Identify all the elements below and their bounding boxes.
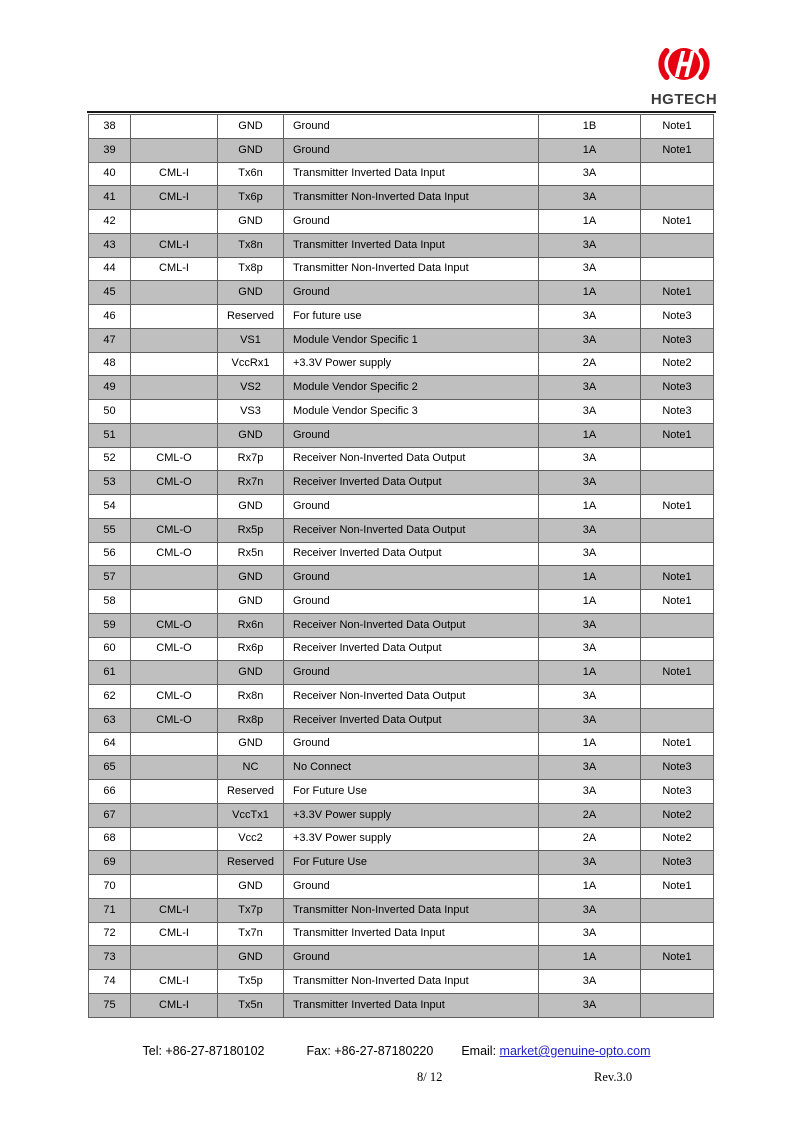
email-label: Email:: [461, 1044, 500, 1058]
cell-symbol: GND: [218, 566, 284, 590]
cell-note: Note1: [641, 115, 714, 139]
cell-pin: 41: [89, 186, 131, 210]
cell-plane: 1A: [539, 566, 641, 590]
table-row: [89, 518, 714, 542]
cell-description: +3.3V Power supply: [284, 803, 539, 827]
email-link[interactable]: market@genuine-opto.com: [499, 1044, 651, 1058]
cell-note: Note3: [641, 756, 714, 780]
cell-symbol: VS1: [218, 328, 284, 352]
cell-symbol: GND: [218, 495, 284, 519]
table-row: [89, 946, 714, 970]
cell-pin: 66: [89, 780, 131, 804]
cell-logic: CML-O: [131, 542, 218, 566]
cell-plane: 3A: [539, 780, 641, 804]
table-row: [89, 400, 714, 424]
cell-pin: 39: [89, 138, 131, 162]
cell-note: Note3: [641, 328, 714, 352]
cell-note: Note2: [641, 352, 714, 376]
cell-symbol: GND: [218, 115, 284, 139]
cell-pin: 67: [89, 803, 131, 827]
cell-plane: 3A: [539, 518, 641, 542]
cell-logic: [131, 875, 218, 899]
pin-table-body: [89, 115, 714, 1018]
cell-description: Receiver Inverted Data Output: [284, 637, 539, 661]
cell-pin: 55: [89, 518, 131, 542]
cell-pin: 56: [89, 542, 131, 566]
cell-plane: 1A: [539, 946, 641, 970]
cell-symbol: Rx6n: [218, 613, 284, 637]
cell-pin: 59: [89, 613, 131, 637]
cell-description: Ground: [284, 590, 539, 614]
cell-symbol: Vcc2: [218, 827, 284, 851]
cell-pin: 68: [89, 827, 131, 851]
cell-description: Ground: [284, 115, 539, 139]
cell-symbol: Tx6p: [218, 186, 284, 210]
cell-symbol: VS2: [218, 376, 284, 400]
cell-pin: 72: [89, 922, 131, 946]
table-row: [89, 922, 714, 946]
cell-note: [641, 922, 714, 946]
cell-plane: 3A: [539, 756, 641, 780]
cell-pin: 48: [89, 352, 131, 376]
cell-logic: [131, 352, 218, 376]
table-row: [89, 495, 714, 519]
table-row: [89, 803, 714, 827]
cell-logic: [131, 281, 218, 305]
cell-symbol: GND: [218, 281, 284, 305]
cell-plane: 2A: [539, 827, 641, 851]
cell-pin: 53: [89, 471, 131, 495]
table-row: [89, 756, 714, 780]
cell-logic: [131, 661, 218, 685]
cell-logic: CML-I: [131, 898, 218, 922]
cell-symbol: Tx5p: [218, 970, 284, 994]
cell-pin: 69: [89, 851, 131, 875]
cell-note: Note1: [641, 946, 714, 970]
cell-note: Note1: [641, 590, 714, 614]
cell-plane: 3A: [539, 233, 641, 257]
cell-description: Receiver Non-Inverted Data Output: [284, 447, 539, 471]
cell-symbol: Reserved: [218, 780, 284, 804]
tel-text: Tel: +86-27-87180102: [142, 1044, 265, 1058]
cell-description: Ground: [284, 946, 539, 970]
cell-logic: CML-I: [131, 970, 218, 994]
cell-pin: 49: [89, 376, 131, 400]
cell-note: Note1: [641, 281, 714, 305]
cell-pin: 74: [89, 970, 131, 994]
cell-pin: 38: [89, 115, 131, 139]
cell-note: Note3: [641, 305, 714, 329]
cell-logic: [131, 803, 218, 827]
cell-description: No Connect: [284, 756, 539, 780]
cell-plane: 1A: [539, 423, 641, 447]
cell-logic: CML-O: [131, 518, 218, 542]
cell-description: Ground: [284, 281, 539, 305]
cell-logic: [131, 946, 218, 970]
cell-plane: 3A: [539, 447, 641, 471]
table-row: [89, 613, 714, 637]
table-row: [89, 708, 714, 732]
table-row: [89, 210, 714, 234]
cell-description: +3.3V Power supply: [284, 352, 539, 376]
cell-note: Note3: [641, 780, 714, 804]
cell-logic: [131, 423, 218, 447]
cell-plane: 3A: [539, 922, 641, 946]
cell-description: Transmitter Inverted Data Input: [284, 162, 539, 186]
cell-pin: 73: [89, 946, 131, 970]
hgtech-logo-icon: [655, 40, 713, 90]
cell-symbol: Tx8n: [218, 233, 284, 257]
cell-pin: 46: [89, 305, 131, 329]
cell-note: [641, 518, 714, 542]
cell-symbol: NC: [218, 756, 284, 780]
cell-plane: 3A: [539, 685, 641, 709]
cell-symbol: Tx8p: [218, 257, 284, 281]
cell-logic: CML-O: [131, 613, 218, 637]
cell-symbol: VccRx1: [218, 352, 284, 376]
cell-symbol: GND: [218, 423, 284, 447]
cell-note: Note1: [641, 423, 714, 447]
table-row: [89, 637, 714, 661]
table-row: [89, 827, 714, 851]
cell-plane: 3A: [539, 400, 641, 424]
cell-symbol: Reserved: [218, 851, 284, 875]
cell-plane: 1A: [539, 661, 641, 685]
cell-note: [641, 257, 714, 281]
table-row: [89, 685, 714, 709]
cell-logic: [131, 115, 218, 139]
cell-description: +3.3V Power supply: [284, 827, 539, 851]
cell-plane: 2A: [539, 352, 641, 376]
cell-logic: [131, 138, 218, 162]
cell-description: Transmitter Non-Inverted Data Input: [284, 970, 539, 994]
cell-plane: 3A: [539, 162, 641, 186]
cell-description: Ground: [284, 566, 539, 590]
cell-pin: 70: [89, 875, 131, 899]
cell-description: Receiver Non-Inverted Data Output: [284, 685, 539, 709]
cell-plane: 3A: [539, 186, 641, 210]
cell-symbol: Tx7p: [218, 898, 284, 922]
cell-logic: [131, 827, 218, 851]
cell-note: Note1: [641, 138, 714, 162]
cell-note: [641, 898, 714, 922]
cell-plane: 3A: [539, 305, 641, 329]
cell-plane: 3A: [539, 471, 641, 495]
table-row: [89, 970, 714, 994]
cell-logic: [131, 732, 218, 756]
cell-symbol: GND: [218, 590, 284, 614]
cell-plane: 3A: [539, 613, 641, 637]
cell-description: For future use: [284, 305, 539, 329]
cell-symbol: VccTx1: [218, 803, 284, 827]
cell-note: [641, 447, 714, 471]
cell-logic: [131, 756, 218, 780]
cell-logic: CML-I: [131, 993, 218, 1017]
cell-logic: CML-I: [131, 257, 218, 281]
page-number: 8/ 12: [417, 1070, 443, 1084]
cell-description: Receiver Non-Inverted Data Output: [284, 518, 539, 542]
cell-description: Ground: [284, 732, 539, 756]
cell-plane: 1A: [539, 495, 641, 519]
cell-pin: 75: [89, 993, 131, 1017]
cell-plane: 3A: [539, 376, 641, 400]
cell-logic: [131, 400, 218, 424]
table-row: [89, 566, 714, 590]
cell-description: Transmitter Non-Inverted Data Input: [284, 898, 539, 922]
cell-plane: 1A: [539, 138, 641, 162]
cell-note: Note1: [641, 875, 714, 899]
cell-note: Note1: [641, 566, 714, 590]
cell-plane: 3A: [539, 542, 641, 566]
table-row: [89, 138, 714, 162]
cell-description: Receiver Inverted Data Output: [284, 471, 539, 495]
cell-description: Module Vendor Specific 2: [284, 376, 539, 400]
cell-note: [641, 186, 714, 210]
cell-description: Receiver Inverted Data Output: [284, 708, 539, 732]
cell-symbol: Tx7n: [218, 922, 284, 946]
cell-symbol: Rx8p: [218, 708, 284, 732]
cell-description: For Future Use: [284, 780, 539, 804]
cell-note: [641, 970, 714, 994]
cell-note: Note1: [641, 495, 714, 519]
table-row: [89, 423, 714, 447]
logo-brand-text: HGTECH: [650, 91, 718, 108]
cell-pin: 52: [89, 447, 131, 471]
table-row: [89, 162, 714, 186]
cell-symbol: GND: [218, 210, 284, 234]
footer-meta: [0, 1070, 793, 1090]
table-row: [89, 780, 714, 804]
table-row: [89, 281, 714, 305]
cell-note: [641, 542, 714, 566]
cell-symbol: Tx5n: [218, 993, 284, 1017]
cell-note: Note2: [641, 803, 714, 827]
cell-note: Note3: [641, 400, 714, 424]
cell-plane: 3A: [539, 708, 641, 732]
table-row: [89, 186, 714, 210]
pin-assignment-table: [88, 114, 714, 1018]
cell-description: Ground: [284, 138, 539, 162]
cell-pin: 60: [89, 637, 131, 661]
cell-description: Ground: [284, 875, 539, 899]
cell-symbol: GND: [218, 138, 284, 162]
cell-logic: [131, 328, 218, 352]
cell-logic: [131, 210, 218, 234]
table-row: [89, 115, 714, 139]
table-row: [89, 993, 714, 1017]
cell-symbol: VS3: [218, 400, 284, 424]
cell-plane: 3A: [539, 970, 641, 994]
cell-logic: CML-I: [131, 922, 218, 946]
cell-plane: 3A: [539, 898, 641, 922]
cell-description: Receiver Non-Inverted Data Output: [284, 613, 539, 637]
cell-logic: CML-O: [131, 447, 218, 471]
cell-logic: CML-I: [131, 162, 218, 186]
cell-note: [641, 637, 714, 661]
cell-plane: 1A: [539, 210, 641, 234]
table-row: [89, 590, 714, 614]
cell-symbol: GND: [218, 661, 284, 685]
cell-symbol: GND: [218, 946, 284, 970]
table-row: [89, 447, 714, 471]
cell-logic: [131, 851, 218, 875]
cell-description: Ground: [284, 661, 539, 685]
cell-pin: 50: [89, 400, 131, 424]
cell-pin: 44: [89, 257, 131, 281]
cell-pin: 40: [89, 162, 131, 186]
table-row: [89, 328, 714, 352]
cell-note: Note3: [641, 851, 714, 875]
cell-note: [641, 708, 714, 732]
cell-note: Note2: [641, 827, 714, 851]
cell-plane: 1A: [539, 590, 641, 614]
cell-note: [641, 471, 714, 495]
table-row: [89, 542, 714, 566]
cell-note: Note1: [641, 661, 714, 685]
cell-pin: 47: [89, 328, 131, 352]
revision-label: Rev.3.0: [594, 1070, 633, 1084]
cell-logic: [131, 590, 218, 614]
cell-logic: CML-I: [131, 186, 218, 210]
cell-description: Ground: [284, 495, 539, 519]
cell-description: Transmitter Non-Inverted Data Input: [284, 257, 539, 281]
cell-logic: [131, 305, 218, 329]
table-row: [89, 376, 714, 400]
cell-note: [641, 685, 714, 709]
cell-symbol: Rx6p: [218, 637, 284, 661]
cell-description: Ground: [284, 210, 539, 234]
cell-logic: CML-O: [131, 708, 218, 732]
cell-pin: 57: [89, 566, 131, 590]
cell-symbol: GND: [218, 875, 284, 899]
cell-plane: 3A: [539, 851, 641, 875]
cell-note: Note3: [641, 376, 714, 400]
cell-note: Note1: [641, 732, 714, 756]
cell-pin: 51: [89, 423, 131, 447]
cell-symbol: Rx5n: [218, 542, 284, 566]
cell-logic: [131, 566, 218, 590]
cell-pin: 43: [89, 233, 131, 257]
cell-pin: 65: [89, 756, 131, 780]
table-row: [89, 352, 714, 376]
cell-description: Module Vendor Specific 1: [284, 328, 539, 352]
table-row: [89, 898, 714, 922]
cell-plane: 3A: [539, 328, 641, 352]
cell-symbol: Tx6n: [218, 162, 284, 186]
cell-logic: CML-I: [131, 233, 218, 257]
cell-description: Ground: [284, 423, 539, 447]
company-logo: [646, 40, 722, 108]
footer-contact-line: [0, 1044, 793, 1058]
cell-description: Transmitter Inverted Data Input: [284, 233, 539, 257]
cell-logic: CML-O: [131, 685, 218, 709]
cell-pin: 71: [89, 898, 131, 922]
cell-description: Receiver Inverted Data Output: [284, 542, 539, 566]
cell-pin: 63: [89, 708, 131, 732]
table-row: [89, 732, 714, 756]
cell-note: [641, 613, 714, 637]
cell-symbol: Rx5p: [218, 518, 284, 542]
cell-symbol: Rx7n: [218, 471, 284, 495]
cell-pin: 42: [89, 210, 131, 234]
cell-description: Transmitter Non-Inverted Data Input: [284, 186, 539, 210]
cell-description: For Future Use: [284, 851, 539, 875]
cell-symbol: Rx8n: [218, 685, 284, 709]
cell-pin: 62: [89, 685, 131, 709]
table-row: [89, 233, 714, 257]
cell-plane: 1A: [539, 875, 641, 899]
cell-plane: 1A: [539, 732, 641, 756]
table-row: [89, 851, 714, 875]
cell-plane: 2A: [539, 803, 641, 827]
cell-note: Note1: [641, 210, 714, 234]
cell-symbol: GND: [218, 732, 284, 756]
cell-note: [641, 993, 714, 1017]
cell-pin: 54: [89, 495, 131, 519]
cell-logic: [131, 376, 218, 400]
header-divider: [87, 111, 716, 113]
cell-note: [641, 233, 714, 257]
table-row: [89, 471, 714, 495]
cell-logic: [131, 495, 218, 519]
cell-plane: 1A: [539, 281, 641, 305]
cell-logic: CML-O: [131, 637, 218, 661]
cell-pin: 45: [89, 281, 131, 305]
cell-pin: 58: [89, 590, 131, 614]
cell-description: Transmitter Inverted Data Input: [284, 922, 539, 946]
cell-plane: 3A: [539, 257, 641, 281]
cell-logic: CML-O: [131, 471, 218, 495]
cell-symbol: Rx7p: [218, 447, 284, 471]
cell-description: Module Vendor Specific 3: [284, 400, 539, 424]
cell-plane: 3A: [539, 637, 641, 661]
cell-logic: [131, 780, 218, 804]
cell-description: Transmitter Inverted Data Input: [284, 993, 539, 1017]
cell-plane: 3A: [539, 993, 641, 1017]
cell-symbol: Reserved: [218, 305, 284, 329]
table-row: [89, 305, 714, 329]
cell-pin: 64: [89, 732, 131, 756]
cell-plane: 1B: [539, 115, 641, 139]
fax-text: Fax: +86-27-87180220: [306, 1044, 434, 1058]
table-row: [89, 875, 714, 899]
cell-note: [641, 162, 714, 186]
cell-pin: 61: [89, 661, 131, 685]
table-row: [89, 661, 714, 685]
table-row: [89, 257, 714, 281]
